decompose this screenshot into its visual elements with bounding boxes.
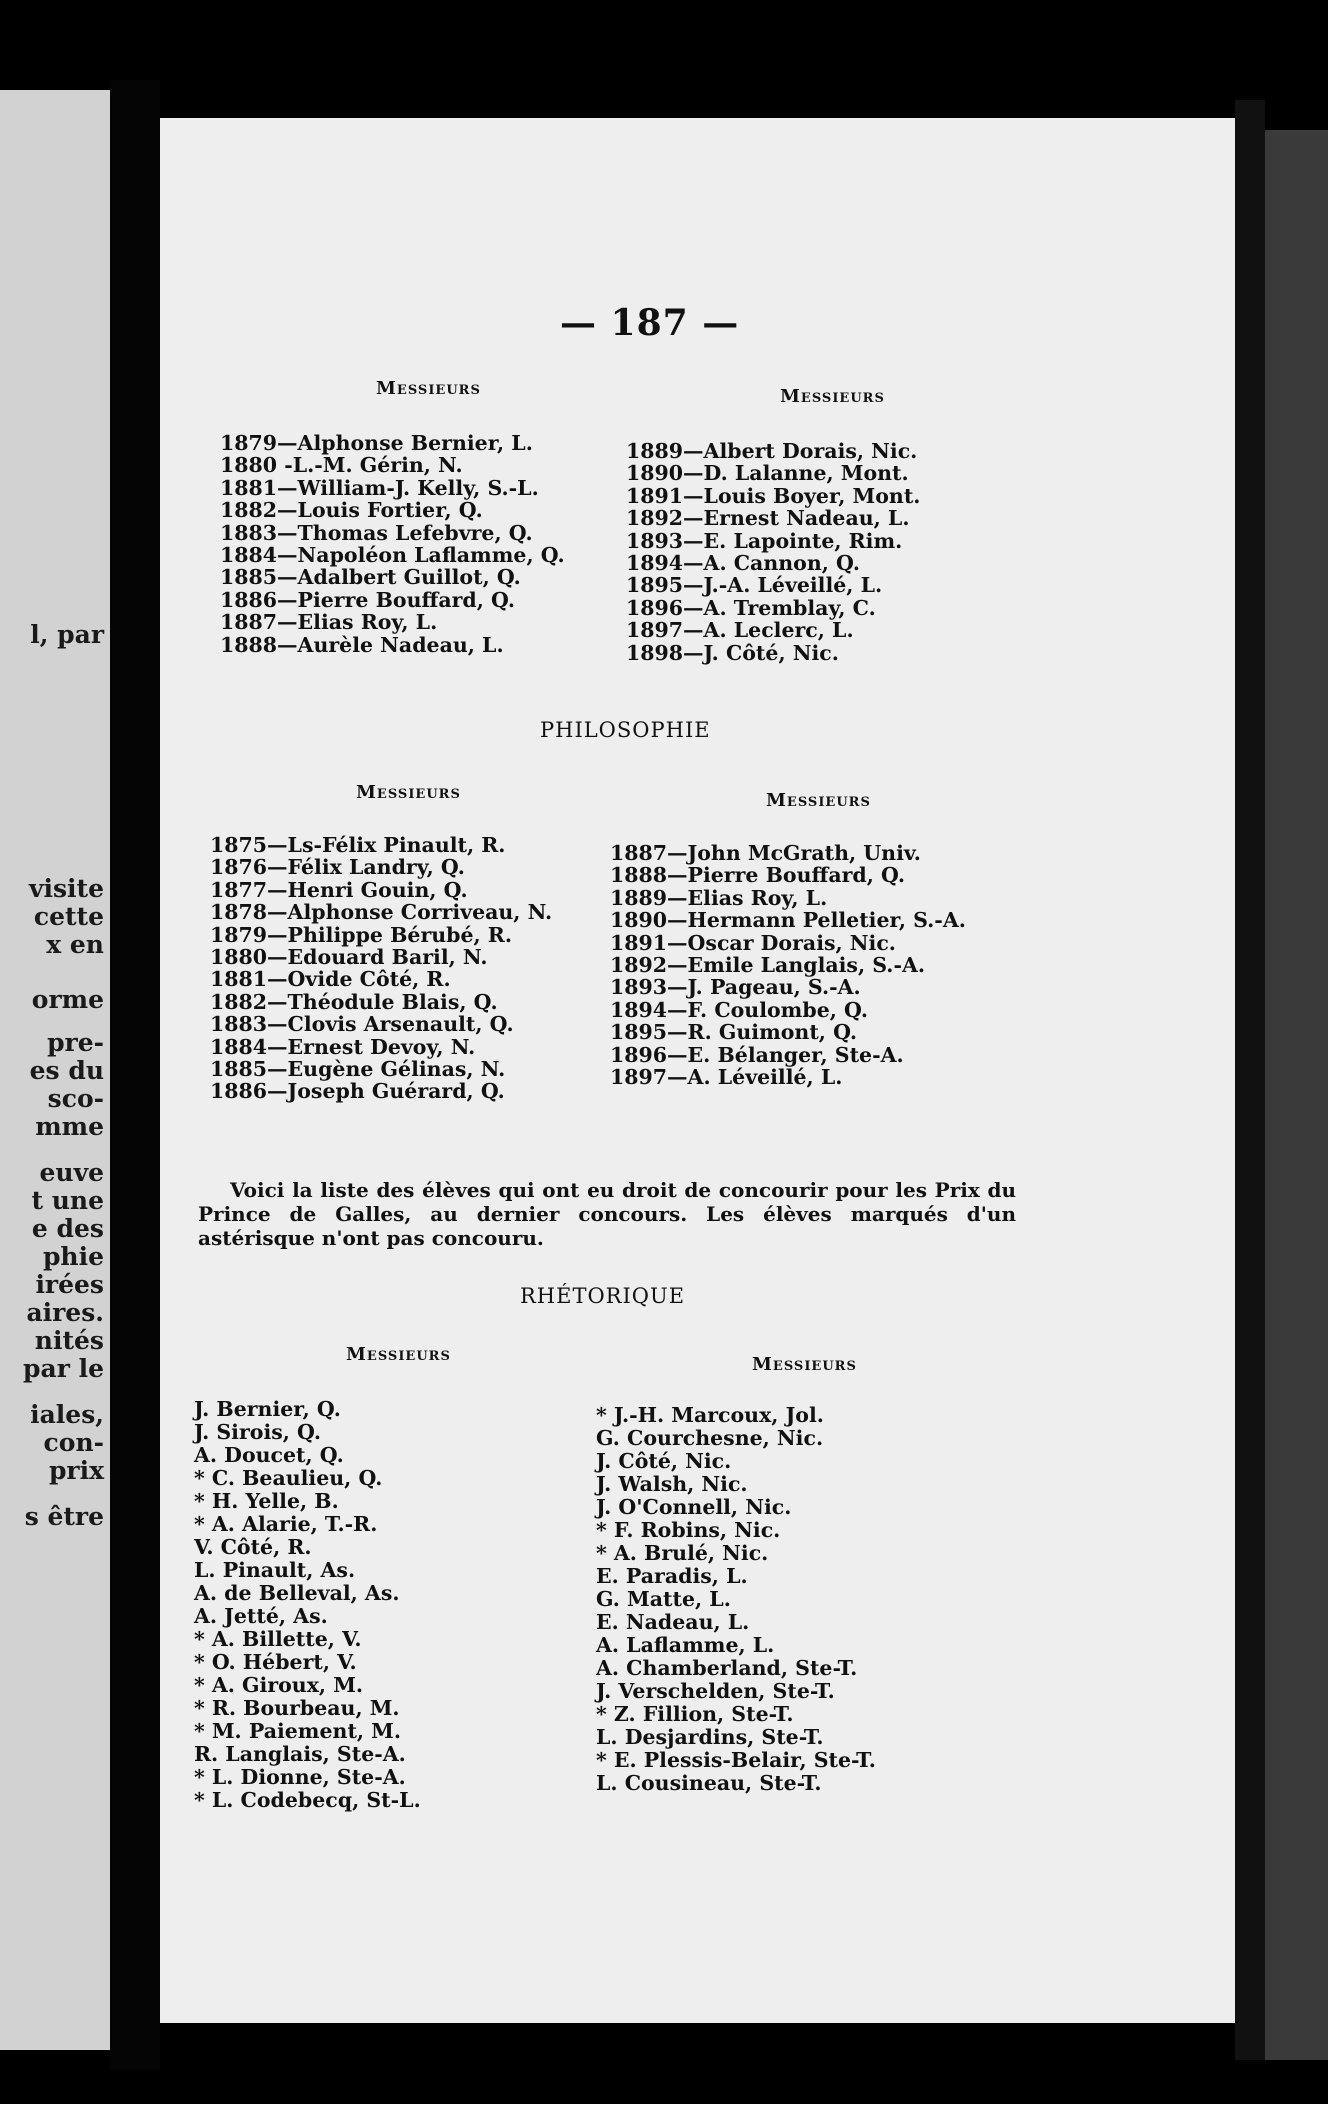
list-item: 1890—Hermann Pelletier, S.-A. [610,908,966,933]
list-item: 1882—Théodule Blais, Q. [210,989,498,1014]
list-item: 1879—Philippe Bérubé, R. [210,922,512,947]
prize-note-paragraph: Voici la liste des élèves qui ont eu droit de concourir pour les Prix du Prince de Galles, au dernier concours. Les élèves marqués d'un astérisque n'ont pas concouru. [198,1178,1016,1250]
list-item: 1885—Eugène Gélinas, N. [210,1057,506,1082]
column-heading: Messieurs [376,378,481,399]
list-item: 1887—John McGrath, Univ. [610,841,921,865]
facing-page-text: aires. [26,1298,104,1327]
list-item: 1889—Albert Dorais, Nic. [626,439,918,463]
list-item: * A. Giroux, M. [194,1673,364,1697]
list-item: * A. Alarie, T.-R. [194,1512,378,1536]
list-item: * A. Billette, V. [194,1627,362,1651]
list-item: 1892—Emile Langlais, S.-A. [610,953,925,978]
facing-page-text: phie [42,1242,104,1271]
facing-page-text: pre- [47,1028,104,1057]
list-item: J. Bernier, Q. [194,1397,341,1421]
list-item: 1886—Joseph Guérard, Q. [210,1079,505,1104]
list-item: 1893—E. Lapointe, Rim. [626,528,903,553]
list-item: 1891—Louis Boyer, Mont. [626,483,921,508]
list-item: V. Côté, R. [194,1535,312,1559]
list-item: * Z. Fillion, Ste-T. [596,1702,794,1726]
list-item: 1889—Elias Roy, L. [610,885,828,910]
list-item: 1879—Alphonse Bernier, L. [220,431,533,455]
facing-page-text: t une [31,1186,104,1215]
list-item: 1892—Ernest Nadeau, L. [626,506,910,531]
list-item: 1884—Ernest Devoy, N. [210,1034,476,1059]
list-item: * R. Bourbeau, M. [194,1696,400,1720]
book-gutter [110,80,160,2070]
list-item: R. Langlais, Ste-A. [194,1742,406,1766]
list-item: * H. Yelle, B. [194,1489,339,1513]
list-item: 1896—A. Tremblay, C. [626,595,876,620]
list-item: 1883—Clovis Arsenault, Q. [210,1012,514,1037]
facing-page-text: sco- [47,1084,104,1113]
list-item: A. Chamberland, Ste-T. [596,1656,858,1680]
list-item: A. de Belleval, As. [194,1581,400,1605]
list-item: * L. Codebecq, St-L. [194,1788,421,1812]
list-item: 1897—A. Léveillé, L. [610,1065,843,1090]
list-item: 1888—Aurèle Nadeau, L. [220,632,504,657]
list-item: 1888—Pierre Bouffard, Q. [610,863,905,888]
list-item: J. Walsh, Nic. [596,1472,748,1496]
list-item: J. Sirois, Q. [194,1420,322,1444]
column-heading: Messieurs [752,1354,857,1375]
section-title-philosophie: PHILOSOPHIE [540,718,711,742]
list-item: A. Doucet, Q. [194,1443,344,1467]
facing-page-text: prix [48,1456,104,1485]
list-item: G. Matte, L. [596,1587,731,1611]
list-item: E. Nadeau, L. [596,1610,750,1634]
column-heading: Messieurs [766,790,871,811]
page-edge-shadow [1235,100,1265,2060]
facing-page-fragment [0,90,110,2050]
list-item: L. Desjardins, Ste-T. [596,1725,824,1749]
list-item: 1895—R. Guimont, Q. [610,1020,858,1045]
rhetorique-list-right [596,1404,876,1795]
list-item: 1898—J. Côté, Nic. [626,640,839,665]
list-item: * L. Dionne, Ste-A. [194,1765,406,1789]
facing-page-text: s être [24,1502,104,1531]
list-item: * O. Hébert, V. [194,1650,357,1674]
laureates-list-left [220,432,565,656]
facing-page-text: mme [35,1112,104,1141]
list-item: 1894—A. Cannon, Q. [626,551,860,576]
facing-page-text: par le [23,1354,104,1383]
list-item: A. Jetté, As. [194,1604,328,1628]
facing-page-text: x en [46,930,104,959]
list-item: 1880 -L.-M. Gérin, N. [220,453,463,478]
list-item: 1877—Henri Gouin, Q. [210,877,468,902]
list-item: * C. Beaulieu, Q. [194,1466,383,1490]
list-item: 1883—Thomas Lefebvre, Q. [220,520,533,545]
list-item: 1882—Louis Fortier, Q. [220,498,483,523]
list-item: * A. Brulé, Nic. [596,1541,769,1565]
list-item: 1881—Ovide Côté, R. [210,967,451,992]
facing-page-text: nités [34,1326,104,1355]
philosophie-list-left [210,834,552,1103]
list-item: * M. Paiement, M. [194,1719,402,1743]
column-heading: Messieurs [346,1344,451,1365]
list-item: 1876—Félix Landry, Q. [210,855,465,880]
list-item: 1891—Oscar Dorais, Nic. [610,930,896,955]
column-heading: Messieurs [356,782,461,803]
list-item: L. Pinault, As. [194,1558,356,1582]
list-item: J. O'Connell, Nic. [596,1495,792,1519]
list-item: 1887—Elias Roy, L. [220,610,438,635]
facing-page-text: euve [39,1158,104,1187]
book-edge [1265,130,1328,2060]
list-item: E. Paradis, L. [596,1564,748,1588]
list-item: 1897—A. Leclerc, L. [626,618,854,643]
list-item: * J.-H. Marcoux, Jol. [596,1403,824,1427]
list-item: 1896—E. Bélanger, Ste-A. [610,1042,904,1067]
facing-page-text: visite [28,874,104,903]
list-item: 1895—J.-A. Léveillé, L. [626,573,883,598]
list-item: G. Courchesne, Nic. [596,1426,824,1450]
facing-page-text: orme [31,985,104,1014]
facing-page-text: con- [43,1428,104,1457]
facing-page-text: e des [31,1214,104,1243]
list-item: 1884—Napoléon Laflamme, Q. [220,543,565,568]
page-number: — 187 — [560,302,740,344]
list-item: L. Cousineau, Ste-T. [596,1771,822,1795]
list-item: * E. Plessis-Belair, Ste-T. [596,1748,876,1772]
list-item: 1875—Ls-Félix Pinault, R. [210,833,506,857]
rhetorique-list-left [194,1398,421,1812]
facing-page-text: cette [33,902,104,931]
list-item: A. Laflamme, L. [596,1633,775,1657]
list-item: 1881—William-J. Kelly, S.-L. [220,475,539,500]
facing-page-text: es du [29,1056,104,1085]
list-item: 1894—F. Coulombe, Q. [610,997,868,1022]
section-title-rhetorique: RHÉTORIQUE [520,1284,686,1308]
facing-page-text: iales, [30,1400,104,1429]
list-item: 1890—D. Lalanne, Mont. [626,461,909,486]
list-item: 1878—Alphonse Corriveau, N. [210,900,553,925]
philosophie-list-right [610,842,966,1088]
list-item: J. Côté, Nic. [596,1449,732,1473]
list-item: 1880—Edouard Baril, N. [210,945,488,970]
list-item: 1885—Adalbert Guillot, Q. [220,565,521,590]
facing-page-text: l, par [30,620,104,649]
column-heading: Messieurs [780,386,885,407]
list-item: 1886—Pierre Bouffard, Q. [220,587,515,612]
laureates-list-right [626,440,920,664]
facing-page-text: irées [35,1270,104,1299]
list-item: * F. Robins, Nic. [596,1518,781,1542]
list-item: 1893—J. Pageau, S.-A. [610,975,861,1000]
list-item: J. Verschelden, Ste-T. [596,1679,835,1703]
